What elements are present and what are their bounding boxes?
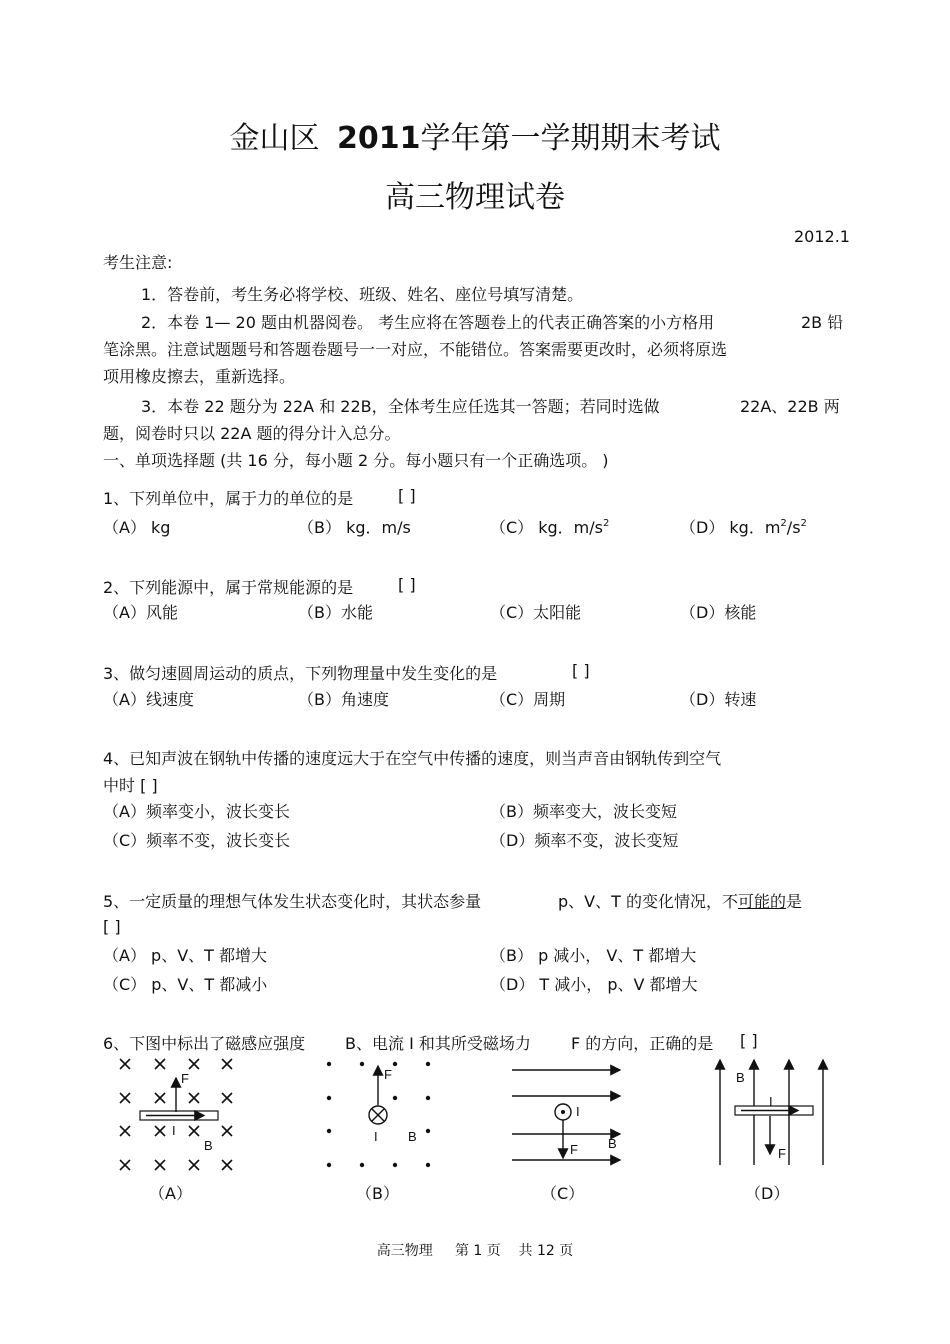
figure-b-caption: （B） <box>356 1184 399 1203</box>
figure-c-caption: （C） <box>541 1184 585 1203</box>
question-4-stem-line-1: 4、已知声波在钢轨中传播的速度远大于在空气中传播的速度，则当声音由钢轨传到空气 <box>103 749 722 768</box>
question-2-bracket: [ ] <box>398 575 416 594</box>
notice-item-2-line-1-end: 2B 铅 <box>801 313 844 332</box>
label-f: F <box>778 1146 786 1161</box>
question-4-option-a: （A）频率变小，波长变长 <box>103 802 290 821</box>
notice-heading: 考生注意: <box>103 253 173 272</box>
figure-d-caption: （D） <box>745 1184 790 1203</box>
question-6-bracket: [ ] <box>740 1031 758 1050</box>
question-6-stem-end: F 的方向，正确的是 <box>571 1034 714 1053</box>
label-f: F <box>384 1067 392 1082</box>
label-i: I <box>769 1094 773 1109</box>
exam-subtitle: 高三物理试卷 <box>385 180 565 215</box>
label-b: B <box>204 1138 213 1153</box>
question-2-option-c: （C）太阳能 <box>490 603 582 622</box>
label-f: F <box>181 1071 189 1086</box>
question-2-option-b: （B）水能 <box>298 603 373 622</box>
notice-item-3-line-1: 3．本卷 22 题分为 22A 和 22B，全体考生应任选其一答题；若同时选做 <box>141 397 660 416</box>
question-5-option-d: （D） T 减小， p、V 都增大 <box>490 975 698 994</box>
notice-item-2-line-3: 项用橡皮擦去，重新选择。 <box>103 367 296 386</box>
question-6-stem-mid: B、电流 I 和其所受磁场力 <box>345 1034 531 1053</box>
question-2-stem: 2、下列能源中，属于常规能源的是 <box>103 578 354 597</box>
label-i: I <box>374 1129 378 1144</box>
figure-b <box>327 1062 430 1167</box>
section-heading: 一、单项选择题 (共 16 分，每小题 2 分。每小题只有一个正确选项。 ) <box>103 451 609 470</box>
page-footer: 高三物理 第 1 页 共 12 页 <box>376 1243 574 1259</box>
question-4-stem-line-2: 中时 [ ] <box>103 776 158 795</box>
notice-item-3-line-1-end: 22A、22B 两 <box>740 397 840 416</box>
question-4-option-c: （C）频率不变，波长变长 <box>103 831 291 850</box>
question-1-option-b: （B） kg．m/s <box>298 518 411 537</box>
label-b: B <box>736 1070 745 1085</box>
question-2-option-d: （D）核能 <box>680 603 757 622</box>
label-i: I <box>172 1123 176 1138</box>
notice-item-2-line-1: 2．本卷 1— 20 题由机器阅卷。 考生应将在答题卷上的代表正确答案的小方格用 <box>141 313 715 332</box>
question-3-option-a: （A）线速度 <box>103 690 194 709</box>
question-3-bracket: [ ] <box>572 661 590 680</box>
question-3-option-d: （D）转速 <box>680 690 757 709</box>
label-b: B <box>608 1136 617 1151</box>
figure-a-caption: （A） <box>149 1184 192 1203</box>
notice-item-1: 1．答卷前，考生务必将学校、班级、姓名、座位号填写清楚。 <box>141 285 584 304</box>
question-5-option-c: （C） p、V、T 都减小 <box>103 975 268 994</box>
question-3-option-b: （B）角速度 <box>298 690 389 709</box>
question-5-bracket: [ ] <box>103 917 121 936</box>
question-5-stem-end: p、V、T 的变化情况，不可能的是 <box>558 892 802 911</box>
question-3-option-c: （C）周期 <box>490 690 566 709</box>
label-i: I <box>576 1104 580 1119</box>
question-1-option-d: （D） kg．$m^2/s^2$ <box>680 518 807 537</box>
question-1-option-a: （A） kg <box>103 518 171 537</box>
question-6-figures <box>0 1050 950 1210</box>
question-5-option-a: （A） p、V、T 都增大 <box>103 946 267 965</box>
figure-a <box>120 1059 232 1170</box>
exam-date: 2012.1 <box>794 227 850 246</box>
label-b: B <box>408 1129 417 1144</box>
question-4-option-b: （B）频率变大，波长变短 <box>490 802 677 821</box>
notice-item-3-line-2: 题，阅卷时只以 22A 题的得分计入总分。 <box>103 424 401 443</box>
figure-d <box>720 1060 823 1165</box>
exam-title: 金山区 2011学年第一学期期末考试 <box>229 121 721 156</box>
question-3-stem: 3、做匀速圆周运动的质点，下列物理量中发生变化的是 <box>103 664 498 683</box>
label-f: F <box>570 1142 578 1157</box>
question-1-bracket: [ ] <box>398 486 416 505</box>
question-1-option-c: （C） kg．$m/s^2$ <box>490 518 610 537</box>
question-4-option-d: （D）频率不变，波长变短 <box>490 831 679 850</box>
question-2-option-a: （A）风能 <box>103 603 178 622</box>
question-1-stem: 1、下列单位中，属于力的单位的是 <box>103 489 354 508</box>
question-5-option-b: （B） p 减小， V、T 都增大 <box>490 946 697 965</box>
question-6-stem: 6、下图中标出了磁感应强度 <box>103 1034 306 1053</box>
figure-c <box>512 1070 620 1160</box>
question-5-stem: 5、一定质量的理想气体发生状态变化时，其状态参量 <box>103 892 482 911</box>
notice-item-2-line-2: 笔涂黑。注意试题题号和答题卷题号一一对应，不能错位。答案需要更改时，必须将原选 <box>103 340 728 359</box>
